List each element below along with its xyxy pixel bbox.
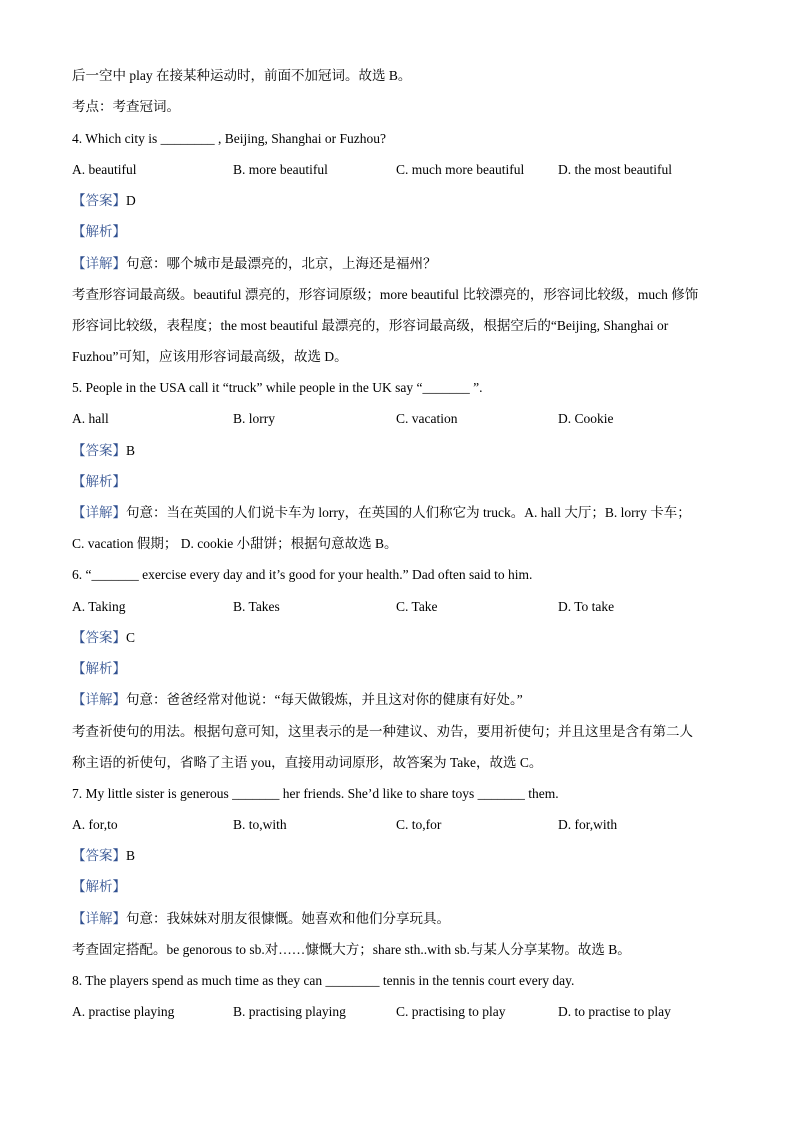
analysis-label: 【解析】 (72, 474, 126, 489)
detail-text: 句意：哪个城市是最漂亮的，北京，上海还是福州？ (126, 256, 437, 271)
answer-label: 【答案】 (72, 848, 126, 863)
intro-line: 后一空中 play 在接某种运动时，前面不加冠词。故选 B。 (72, 68, 412, 83)
option-c: C. practising to play (396, 1004, 506, 1019)
explain-line: Fuzhou”可知，应该用形容词最高级，故选 D。 (72, 349, 348, 364)
answer-label: 【答案】 (72, 630, 126, 645)
detail-line: C. vacation 假期； D. cookie 小甜饼；根据句意故选 B。 (72, 536, 398, 551)
answer-value: B (126, 443, 136, 458)
option-d: D. the most beautiful (558, 162, 672, 177)
explain-line: 称主语的祈使句，省略了主语 you，直接用动词原形，故答案为 Take，故选 C。 (72, 755, 543, 770)
option-d: D. to practise to play (558, 1004, 671, 1019)
options-row (72, 1003, 732, 1021)
answer-value: C (126, 630, 136, 645)
answer-line (72, 629, 732, 647)
option-a: A. Taking (72, 599, 126, 614)
question-stem: 4. Which city is ________ , Beijing, Shanghai or Fuzhou? (72, 131, 386, 146)
option-d: D. for,with (558, 817, 618, 832)
answer-line (72, 442, 732, 460)
question-stem: 6. “_______ exercise every day and it’s good for your health.” Dad often said to him. (72, 567, 533, 582)
option-d: D. Cookie (558, 411, 614, 426)
option-a: A. beautiful (72, 162, 137, 177)
option-b: B. lorry (233, 411, 275, 426)
question-stem: 5. People in the USA call it “truck” while people in the UK say “_______ ”. (72, 380, 483, 395)
option-a: A. practise playing (72, 1004, 175, 1019)
options-row (72, 816, 732, 834)
option-c: C. much more beautiful (396, 162, 525, 177)
question-stem: 8. The players spend as much time as they can ________ tennis in the tennis court every day. (72, 973, 575, 988)
detail-line (72, 691, 732, 709)
detail-label: 【详解】 (72, 911, 126, 926)
analysis-label: 【解析】 (72, 224, 126, 239)
answer-label: 【答案】 (72, 443, 126, 458)
explain-line: 考查形容词最高级。beautiful 漂亮的，形容词原级；more beautiful 比较漂亮的，形容词比较级，much 修饰 (72, 287, 699, 302)
answer-line (72, 192, 732, 210)
answer-value: D (126, 193, 136, 208)
analysis-label: 【解析】 (72, 879, 126, 894)
options-row (72, 410, 732, 428)
answer-label: 【答案】 (72, 193, 126, 208)
options-row (72, 598, 732, 616)
analysis-label: 【解析】 (72, 661, 126, 676)
option-c: C. Take (396, 599, 438, 614)
detail-text: 句意：爸爸经常对他说：“每天做锻炼，并且这对你的健康有好处。” (126, 692, 523, 707)
option-c: C. vacation (396, 411, 458, 426)
option-b: B. to,with (233, 817, 287, 832)
option-a: A. for,to (72, 817, 118, 832)
detail-label: 【详解】 (72, 692, 126, 707)
detail-label: 【详解】 (72, 505, 126, 520)
options-row (72, 161, 732, 179)
detail-line (72, 910, 732, 928)
option-c: C. to,for (396, 817, 442, 832)
question-stem: 7. My little sister is generous _______ her friends. She’d like to share toys _______ them. (72, 786, 559, 801)
detail-text: 句意：我妹妹对朋友很慷慨。她喜欢和他们分享玩具。 (126, 911, 450, 926)
detail-text: 句意：当在英国的人们说卡车为 lorry，在英国的人们称它为 truck。A. hall 大厅；B. lorry 卡车； (126, 505, 691, 520)
option-b: B. Takes (233, 599, 280, 614)
explain-line: 考查祈使句的用法。根据句意可知，这里表示的是一种建议、劝告，要用祈使句；并且这里是含有第二人 (72, 724, 693, 739)
option-b: B. more beautiful (233, 162, 328, 177)
intro-topic: 考点：考查冠词。 (72, 99, 180, 114)
explain-line: 考查固定搭配。be genorous to sb.对……慷慨大方；share sth..with sb.与某人分享某物。故选 B。 (72, 942, 631, 957)
explain-line: 形容词比较级，表程度；the most beautiful 最漂亮的，形容词最高级，根据空后的“Beijing, Shanghai or (72, 318, 669, 333)
answer-line (72, 847, 732, 865)
option-d: D. To take (558, 599, 615, 614)
option-a: A. hall (72, 411, 109, 426)
detail-label: 【详解】 (72, 256, 126, 271)
option-b: B. practising playing (233, 1004, 346, 1019)
detail-line (72, 255, 732, 273)
answer-value: B (126, 848, 136, 863)
detail-line (72, 504, 732, 522)
